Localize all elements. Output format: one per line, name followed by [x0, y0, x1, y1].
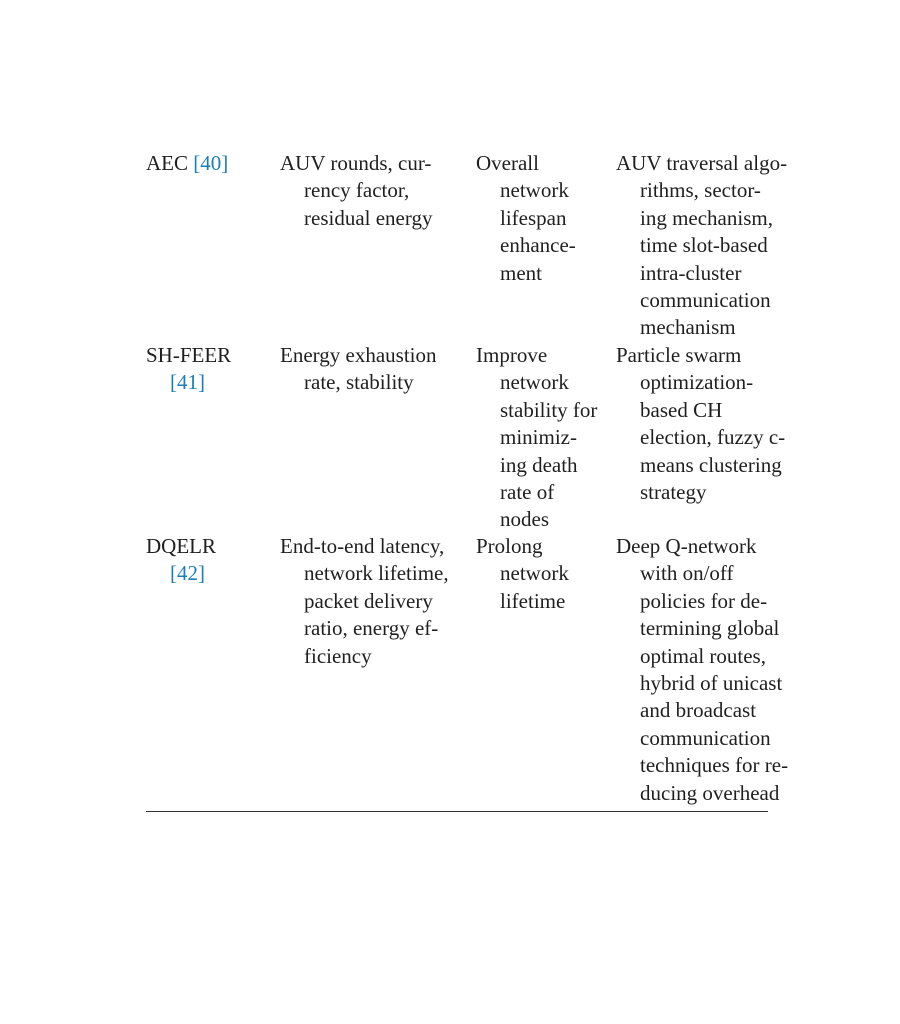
protocol-name: AEC	[146, 151, 188, 175]
protocol-name: DQELR	[146, 534, 216, 558]
table-row	[146, 533, 789, 805]
comparison-table	[146, 150, 789, 805]
table-row	[146, 150, 788, 342]
objective-cell: Improve network stability for minimiz- ing death rate of nodes	[476, 343, 598, 532]
metrics-cell: End-to-end latency, network lifetime, packet delivery ratio, energy ef- ficiency	[280, 534, 449, 668]
technique-cell: Deep Q-network with on/off policies for de- termining global optimal routes, hybrid of unicast and broadcast communication techniques for re- ducing overhead	[616, 534, 789, 805]
protocol-name: SH-FEER	[146, 343, 232, 367]
citation-link[interactable]: [42]	[170, 561, 205, 586]
table-bottom-rule	[146, 811, 768, 812]
protocol-name-cell	[146, 533, 280, 588]
metrics-cell: Energy exhaustion rate, stability	[280, 343, 437, 395]
protocol-name-cell	[146, 150, 280, 177]
metrics-cell: AUV rounds, cur- rency factor, residual energy	[280, 151, 433, 230]
objective-cell: Prolong network lifetime	[476, 534, 569, 613]
citation-link[interactable]: [40]	[193, 151, 229, 175]
citation-link[interactable]: [41]	[170, 370, 205, 395]
technique-cell: AUV traversal algo- rithms, sector- ing mechanism, time slot-based intra-cluster communication mechanism	[616, 151, 788, 340]
objective-cell: Overall network lifespan enhance- ment	[476, 151, 576, 285]
table-row	[146, 342, 786, 533]
protocol-name-cell	[146, 342, 280, 397]
technique-cell: Particle swarm optimization- based CH election, fuzzy c- means clustering strategy	[616, 343, 786, 505]
